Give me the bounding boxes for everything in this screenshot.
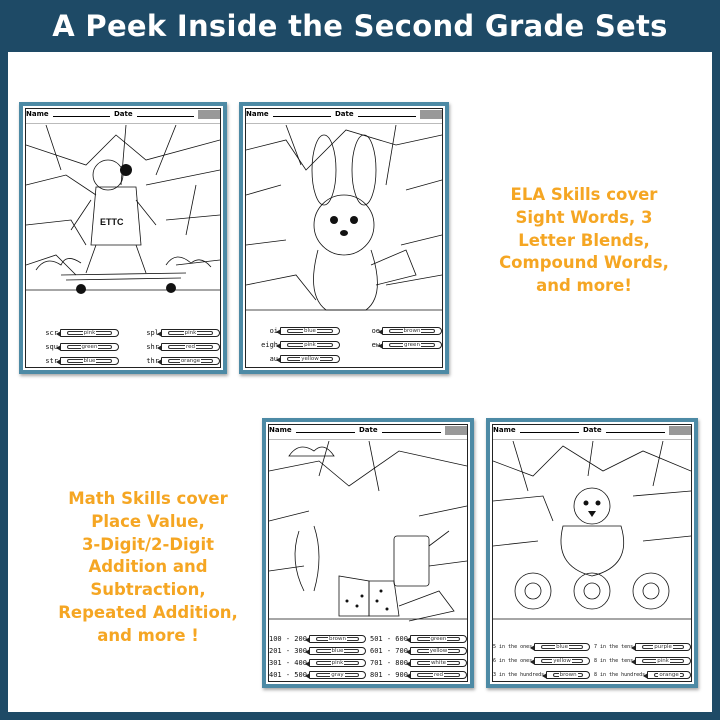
color-key-code: au xyxy=(269,355,278,363)
caption-line: and more ! xyxy=(97,625,199,645)
color-key-code: 7 in the tens xyxy=(594,644,634,650)
color-key-code: 601 - 700 xyxy=(370,647,408,655)
page-title: A Peek Inside the Second Grade Sets xyxy=(52,9,668,43)
color-key-code: 501 - 600 xyxy=(370,635,408,643)
caption-line: Math Skills cover xyxy=(68,489,228,508)
color-key-code: shr xyxy=(146,343,159,351)
content-panel xyxy=(8,52,712,712)
caption-line: Addition and xyxy=(88,557,208,577)
date-label: Date xyxy=(335,110,354,118)
caption-line: Place Value, xyxy=(91,511,205,531)
color-key-code: 8 in the hundreds xyxy=(594,672,646,678)
color-key-code: spl xyxy=(146,329,159,337)
caption-line: Sight Words, 3 xyxy=(515,207,653,227)
caption-line: Subtraction, xyxy=(90,580,206,600)
name-label: Name xyxy=(269,426,292,434)
crayon-icon: brown xyxy=(382,327,442,335)
crayon-icon: red xyxy=(161,343,220,351)
chick-flowers-illustration xyxy=(493,441,691,623)
color-key-code: squ xyxy=(45,343,58,351)
skateboarder-illustration xyxy=(26,125,220,305)
worksheet-math-addsub xyxy=(262,418,474,688)
crayon-icon: brown xyxy=(309,635,366,643)
color-key-code: 5 in the ones xyxy=(493,644,533,650)
color-key-code: 100 - 200 xyxy=(269,635,307,643)
crayon-icon: yellow xyxy=(534,657,590,665)
ela-skills-caption xyxy=(470,184,698,298)
date-label: Date xyxy=(114,110,133,118)
color-key xyxy=(246,326,442,364)
crayon-icon: brown xyxy=(546,671,590,679)
color-key-code: 3 in the hundreds xyxy=(493,672,545,678)
crayon-icon: pink xyxy=(60,329,119,337)
color-key-code: ew xyxy=(371,341,380,349)
crayon-icon: pink xyxy=(161,329,220,337)
crayon-icon: pink xyxy=(309,659,366,667)
crayon-icon: yellow xyxy=(410,647,467,655)
caption-line: 3-Digit/2-Digit xyxy=(81,534,215,554)
crayon-icon: purple xyxy=(635,643,691,651)
crayon-icon: green xyxy=(382,341,442,349)
crayon-icon: blue xyxy=(534,643,590,651)
name-label: Name xyxy=(493,426,516,434)
color-key xyxy=(269,634,467,680)
caption-line: Letter Blends, xyxy=(518,230,650,250)
crayon-icon: orange xyxy=(647,671,691,679)
crayon-icon: green xyxy=(410,635,467,643)
color-key-code: 6 in the ones xyxy=(493,658,533,664)
color-key-code: 8 in the tens xyxy=(594,658,634,664)
name-label: Name xyxy=(246,110,269,118)
caption-line: Repeated Addition, xyxy=(58,602,238,622)
bunny-illustration xyxy=(246,125,442,317)
crayon-icon: blue xyxy=(280,327,340,335)
color-key-code: eigh xyxy=(261,341,278,349)
crayon-icon: orange xyxy=(161,357,220,365)
crayon-icon: blue xyxy=(60,357,119,365)
caption-line: and more! xyxy=(536,276,632,296)
crayon-icon: blue xyxy=(309,647,366,655)
math-skills-caption xyxy=(48,488,248,647)
date-label: Date xyxy=(583,426,602,434)
crayon-icon: red xyxy=(410,671,467,679)
garden-illustration xyxy=(269,441,467,623)
color-key-code: 201 - 300 xyxy=(269,647,307,655)
color-key-code: str xyxy=(45,357,58,365)
crayon-icon: yellow xyxy=(280,355,340,363)
caption-line: ELA Skills cover xyxy=(510,185,658,204)
svg-text:ETTC: ETTC xyxy=(100,217,124,227)
crayon-icon: pink xyxy=(635,657,691,665)
color-key-code: thr xyxy=(146,357,159,365)
worksheet-ela-vowels xyxy=(239,102,449,374)
color-key-code: 401 - 500 xyxy=(269,671,307,679)
date-label: Date xyxy=(359,426,378,434)
crayon-icon: white xyxy=(410,659,467,667)
worksheet-ela-blends xyxy=(19,102,227,374)
color-key xyxy=(26,328,220,366)
caption-line: Compound Words, xyxy=(499,253,669,273)
color-key-code: oe xyxy=(371,327,380,335)
color-key-code: 801 - 900 xyxy=(370,671,408,679)
color-key xyxy=(493,642,691,680)
worksheet-math-placevalue xyxy=(486,418,698,688)
crayon-icon: green xyxy=(60,343,119,351)
name-label: Name xyxy=(26,110,49,118)
crayon-icon: pink xyxy=(280,341,340,349)
color-key-code: 301 - 400 xyxy=(269,659,307,667)
color-key-code: 701 - 800 xyxy=(370,659,408,667)
color-key-code: scr xyxy=(45,329,58,337)
color-key-code: oi xyxy=(269,327,278,335)
crayon-icon: gray xyxy=(309,671,366,679)
